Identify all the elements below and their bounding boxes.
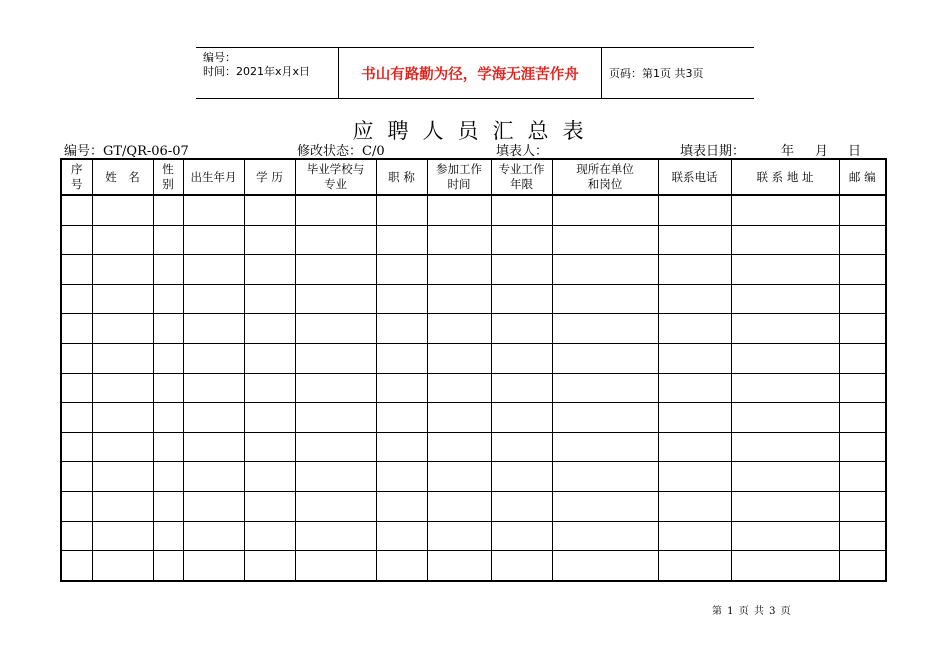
table-cell[interactable] — [839, 255, 886, 285]
table-cell[interactable] — [183, 343, 244, 373]
column-header — [552, 159, 658, 195]
table-cell[interactable] — [244, 284, 295, 314]
table-cell[interactable] — [92, 314, 153, 344]
table-cell[interactable] — [658, 403, 731, 433]
table-cell[interactable] — [244, 373, 295, 403]
table-cell[interactable] — [295, 195, 376, 225]
table-cell[interactable] — [376, 255, 427, 285]
table-cell[interactable] — [61, 255, 92, 285]
column-header — [61, 159, 92, 195]
table-row — [61, 491, 886, 521]
table-cell[interactable] — [153, 462, 183, 492]
column-header-line1: 专业工作 — [498, 162, 545, 176]
table-body — [61, 195, 886, 581]
table-cell[interactable] — [839, 403, 886, 433]
table-cell[interactable] — [61, 314, 92, 344]
table-cell[interactable] — [92, 284, 153, 314]
table-cell[interactable] — [61, 373, 92, 403]
table-cell[interactable] — [491, 521, 552, 551]
table-header-row — [61, 159, 886, 195]
form-filler-label: 填表人： — [496, 144, 549, 159]
table-cell[interactable] — [153, 521, 183, 551]
table-row — [61, 225, 886, 255]
table-cell[interactable] — [61, 462, 92, 492]
form-doc-number: 编号：GT/QR-06-07 — [64, 144, 189, 159]
table-cell[interactable] — [92, 403, 153, 433]
table-cell[interactable] — [153, 343, 183, 373]
applicant-summary-table — [60, 158, 887, 582]
column-header-line2: 专业 — [324, 177, 347, 191]
table-cell[interactable] — [731, 284, 839, 314]
column-header-line1: 联 系 地 址 — [756, 169, 814, 184]
column-header-line1: 现所在单位 — [576, 162, 634, 176]
table-cell[interactable] — [552, 403, 658, 433]
table-cell[interactable] — [183, 432, 244, 462]
table-cell[interactable] — [491, 343, 552, 373]
table-cell[interactable] — [92, 225, 153, 255]
table-cell[interactable] — [839, 343, 886, 373]
table-cell[interactable] — [244, 195, 295, 225]
table-row — [61, 255, 886, 285]
table-cell[interactable] — [244, 225, 295, 255]
table-cell[interactable] — [658, 314, 731, 344]
table-cell[interactable] — [153, 373, 183, 403]
column-header-line1: 出生年月 — [190, 169, 237, 184]
column-header-line1: 姓 名 — [105, 169, 140, 184]
table-cell[interactable] — [376, 195, 427, 225]
table-cell[interactable] — [92, 521, 153, 551]
form-date-day: 日 — [848, 144, 862, 159]
table-cell[interactable] — [839, 225, 886, 255]
table-cell[interactable] — [427, 432, 491, 462]
form-date-year: 年 — [781, 144, 795, 159]
column-header — [92, 159, 153, 195]
form-title: 应聘人员汇总表 — [352, 119, 598, 143]
table-cell[interactable] — [376, 284, 427, 314]
table-cell[interactable] — [153, 551, 183, 581]
table-cell[interactable] — [183, 462, 244, 492]
table-cell[interactable] — [183, 225, 244, 255]
column-header — [658, 159, 731, 195]
table-cell[interactable] — [183, 491, 244, 521]
table-cell[interactable] — [491, 314, 552, 344]
table-cell[interactable] — [295, 314, 376, 344]
table-cell[interactable] — [731, 373, 839, 403]
document-header — [196, 47, 754, 99]
table-row — [61, 521, 886, 551]
table-cell[interactable] — [552, 343, 658, 373]
table-cell[interactable] — [731, 432, 839, 462]
table-cell[interactable] — [491, 255, 552, 285]
form-date-month: 月 — [815, 144, 829, 159]
table-cell[interactable] — [61, 491, 92, 521]
table-cell[interactable] — [658, 432, 731, 462]
table-cell[interactable] — [153, 255, 183, 285]
table-cell[interactable] — [839, 432, 886, 462]
table-cell[interactable] — [731, 403, 839, 433]
column-header — [731, 159, 839, 195]
column-header — [295, 159, 376, 195]
column-header-line1: 学 历 — [256, 169, 283, 184]
table-cell[interactable] — [295, 225, 376, 255]
column-header-line2: 年限 — [510, 177, 533, 191]
table-cell[interactable] — [839, 551, 886, 581]
table-row — [61, 462, 886, 492]
column-header-line2: 时间 — [447, 177, 471, 191]
table-cell[interactable] — [839, 284, 886, 314]
table-cell[interactable] — [92, 432, 153, 462]
table-cell[interactable] — [153, 432, 183, 462]
table-cell[interactable] — [658, 195, 731, 225]
table-cell[interactable] — [92, 195, 153, 225]
column-header — [376, 159, 427, 195]
table-cell[interactable] — [61, 521, 92, 551]
column-header — [427, 159, 491, 195]
table-cell[interactable] — [552, 195, 658, 225]
table-cell[interactable] — [839, 491, 886, 521]
table-cell[interactable] — [295, 491, 376, 521]
header-info-cell — [196, 48, 338, 98]
table-cell[interactable] — [491, 462, 552, 492]
table-cell[interactable] — [244, 403, 295, 433]
table-cell[interactable] — [183, 195, 244, 225]
table-cell[interactable] — [244, 491, 295, 521]
table-cell[interactable] — [295, 343, 376, 373]
table-cell[interactable] — [153, 491, 183, 521]
table-cell[interactable] — [427, 551, 491, 581]
header-time-label: 时间：2021年x月x日 — [203, 65, 311, 78]
table-cell[interactable] — [427, 225, 491, 255]
table-cell[interactable] — [183, 284, 244, 314]
table-cell[interactable] — [658, 284, 731, 314]
table-cell[interactable] — [658, 551, 731, 581]
table-cell[interactable] — [376, 225, 427, 255]
table-cell[interactable] — [658, 462, 731, 492]
table-cell[interactable] — [376, 432, 427, 462]
table-cell[interactable] — [658, 225, 731, 255]
table-cell[interactable] — [376, 314, 427, 344]
table-cell[interactable] — [295, 284, 376, 314]
table-row — [61, 195, 886, 225]
column-header — [244, 159, 295, 195]
table-row — [61, 284, 886, 314]
column-header-line2: 别 — [162, 177, 174, 191]
table-cell[interactable] — [427, 403, 491, 433]
table-cell[interactable] — [839, 462, 886, 492]
table-cell[interactable] — [731, 491, 839, 521]
table-cell[interactable] — [153, 314, 183, 344]
table-cell[interactable] — [731, 225, 839, 255]
table-cell[interactable] — [244, 462, 295, 492]
table-cell[interactable] — [183, 521, 244, 551]
table-cell[interactable] — [61, 225, 92, 255]
table-cell[interactable] — [153, 225, 183, 255]
column-header — [491, 159, 552, 195]
form-revision-status: 修改状态：C/0 — [297, 144, 385, 159]
table-cell[interactable] — [376, 521, 427, 551]
table-cell[interactable] — [552, 521, 658, 551]
table-cell[interactable] — [183, 403, 244, 433]
table-cell[interactable] — [244, 255, 295, 285]
column-header-line2: 和岗位 — [587, 177, 623, 191]
table-cell[interactable] — [376, 373, 427, 403]
table-cell[interactable] — [552, 491, 658, 521]
table-row — [61, 551, 886, 581]
table-row — [61, 343, 886, 373]
header-slogan: 书山有路勤为径，学海无涯苦作舟 — [338, 48, 602, 98]
table-cell[interactable] — [295, 462, 376, 492]
table-cell[interactable] — [92, 491, 153, 521]
table-cell[interactable] — [183, 551, 244, 581]
table-cell[interactable] — [183, 314, 244, 344]
table-cell[interactable] — [491, 195, 552, 225]
table-cell[interactable] — [658, 521, 731, 551]
table-cell[interactable] — [61, 403, 92, 433]
table-cell[interactable] — [658, 373, 731, 403]
table-cell[interactable] — [61, 551, 92, 581]
table-cell[interactable] — [552, 314, 658, 344]
table-cell[interactable] — [552, 373, 658, 403]
table-cell[interactable] — [731, 314, 839, 344]
table-cell[interactable] — [731, 551, 839, 581]
column-header-line1: 联系电话 — [671, 169, 718, 184]
header-code-label: 编号： — [203, 51, 236, 64]
column-header-line1: 性 — [162, 162, 174, 176]
column-header — [183, 159, 244, 195]
table-cell[interactable] — [61, 195, 92, 225]
table-cell[interactable] — [92, 551, 153, 581]
table-cell[interactable] — [244, 521, 295, 551]
table-cell[interactable] — [839, 373, 886, 403]
table-row — [61, 403, 886, 433]
table-cell[interactable] — [491, 491, 552, 521]
table-cell[interactable] — [153, 284, 183, 314]
column-header — [839, 159, 886, 195]
table-cell[interactable] — [427, 314, 491, 344]
table-row — [61, 314, 886, 344]
table-cell[interactable] — [427, 462, 491, 492]
table-cell[interactable] — [552, 284, 658, 314]
table-cell[interactable] — [295, 432, 376, 462]
table-cell[interactable] — [153, 195, 183, 225]
table-row — [61, 373, 886, 403]
table-cell[interactable] — [92, 462, 153, 492]
table-cell[interactable] — [244, 432, 295, 462]
table-cell[interactable] — [731, 462, 839, 492]
table-cell[interactable] — [552, 225, 658, 255]
table-cell[interactable] — [658, 343, 731, 373]
table-cell[interactable] — [427, 255, 491, 285]
table-cell[interactable] — [61, 343, 92, 373]
table-cell[interactable] — [839, 314, 886, 344]
table-cell[interactable] — [295, 521, 376, 551]
column-header-line1: 序 — [71, 162, 83, 176]
column-header-line1: 职 称 — [388, 169, 415, 184]
table-cell[interactable] — [427, 195, 491, 225]
table-cell[interactable] — [153, 403, 183, 433]
table-cell[interactable] — [491, 373, 552, 403]
column-header-line1: 毕业学校与 — [306, 162, 365, 176]
table-cell[interactable] — [92, 255, 153, 285]
table-cell[interactable] — [376, 403, 427, 433]
table-cell[interactable] — [427, 491, 491, 521]
column-header-line1: 邮 编 — [848, 169, 876, 184]
table-cell[interactable] — [552, 255, 658, 285]
table-cell[interactable] — [244, 314, 295, 344]
table-cell[interactable] — [491, 432, 552, 462]
table-cell[interactable] — [244, 551, 295, 581]
table-cell[interactable] — [491, 551, 552, 581]
header-page-info: 页码：第1页 共3页 — [609, 67, 704, 80]
table-cell[interactable] — [376, 343, 427, 373]
table-cell[interactable] — [92, 373, 153, 403]
table-cell[interactable] — [491, 403, 552, 433]
table-cell[interactable] — [427, 521, 491, 551]
page-footer: 第 1 页 共 3 页 — [712, 606, 791, 617]
table-cell[interactable] — [295, 255, 376, 285]
form-date-label: 填表日期： — [680, 144, 746, 159]
table-cell[interactable] — [658, 491, 731, 521]
table-cell[interactable] — [244, 343, 295, 373]
table-cell[interactable] — [427, 284, 491, 314]
table-cell[interactable] — [731, 195, 839, 225]
table-cell[interactable] — [376, 491, 427, 521]
column-header-line2: 号 — [71, 177, 83, 191]
table-cell[interactable] — [183, 255, 244, 285]
table-cell[interactable] — [183, 373, 244, 403]
table-cell[interactable] — [491, 225, 552, 255]
table-cell[interactable] — [295, 551, 376, 581]
table-cell[interactable] — [61, 284, 92, 314]
column-header — [153, 159, 183, 195]
table-cell[interactable] — [491, 284, 552, 314]
table-cell[interactable] — [658, 255, 731, 285]
table-cell[interactable] — [427, 343, 491, 373]
table-cell[interactable] — [839, 521, 886, 551]
table-cell[interactable] — [427, 373, 491, 403]
table-cell[interactable] — [376, 551, 427, 581]
table-cell[interactable] — [376, 462, 427, 492]
table-cell[interactable] — [731, 255, 839, 285]
table-cell[interactable] — [295, 403, 376, 433]
table-cell[interactable] — [552, 551, 658, 581]
table-row — [61, 432, 886, 462]
table-cell[interactable] — [552, 432, 658, 462]
table-cell[interactable] — [92, 343, 153, 373]
table-cell[interactable] — [552, 462, 658, 492]
table-cell[interactable] — [839, 195, 886, 225]
table-cell[interactable] — [731, 343, 839, 373]
table-cell[interactable] — [295, 373, 376, 403]
table-cell[interactable] — [731, 521, 839, 551]
table-cell[interactable] — [61, 432, 92, 462]
column-header-line1: 参加工作 — [436, 162, 482, 176]
